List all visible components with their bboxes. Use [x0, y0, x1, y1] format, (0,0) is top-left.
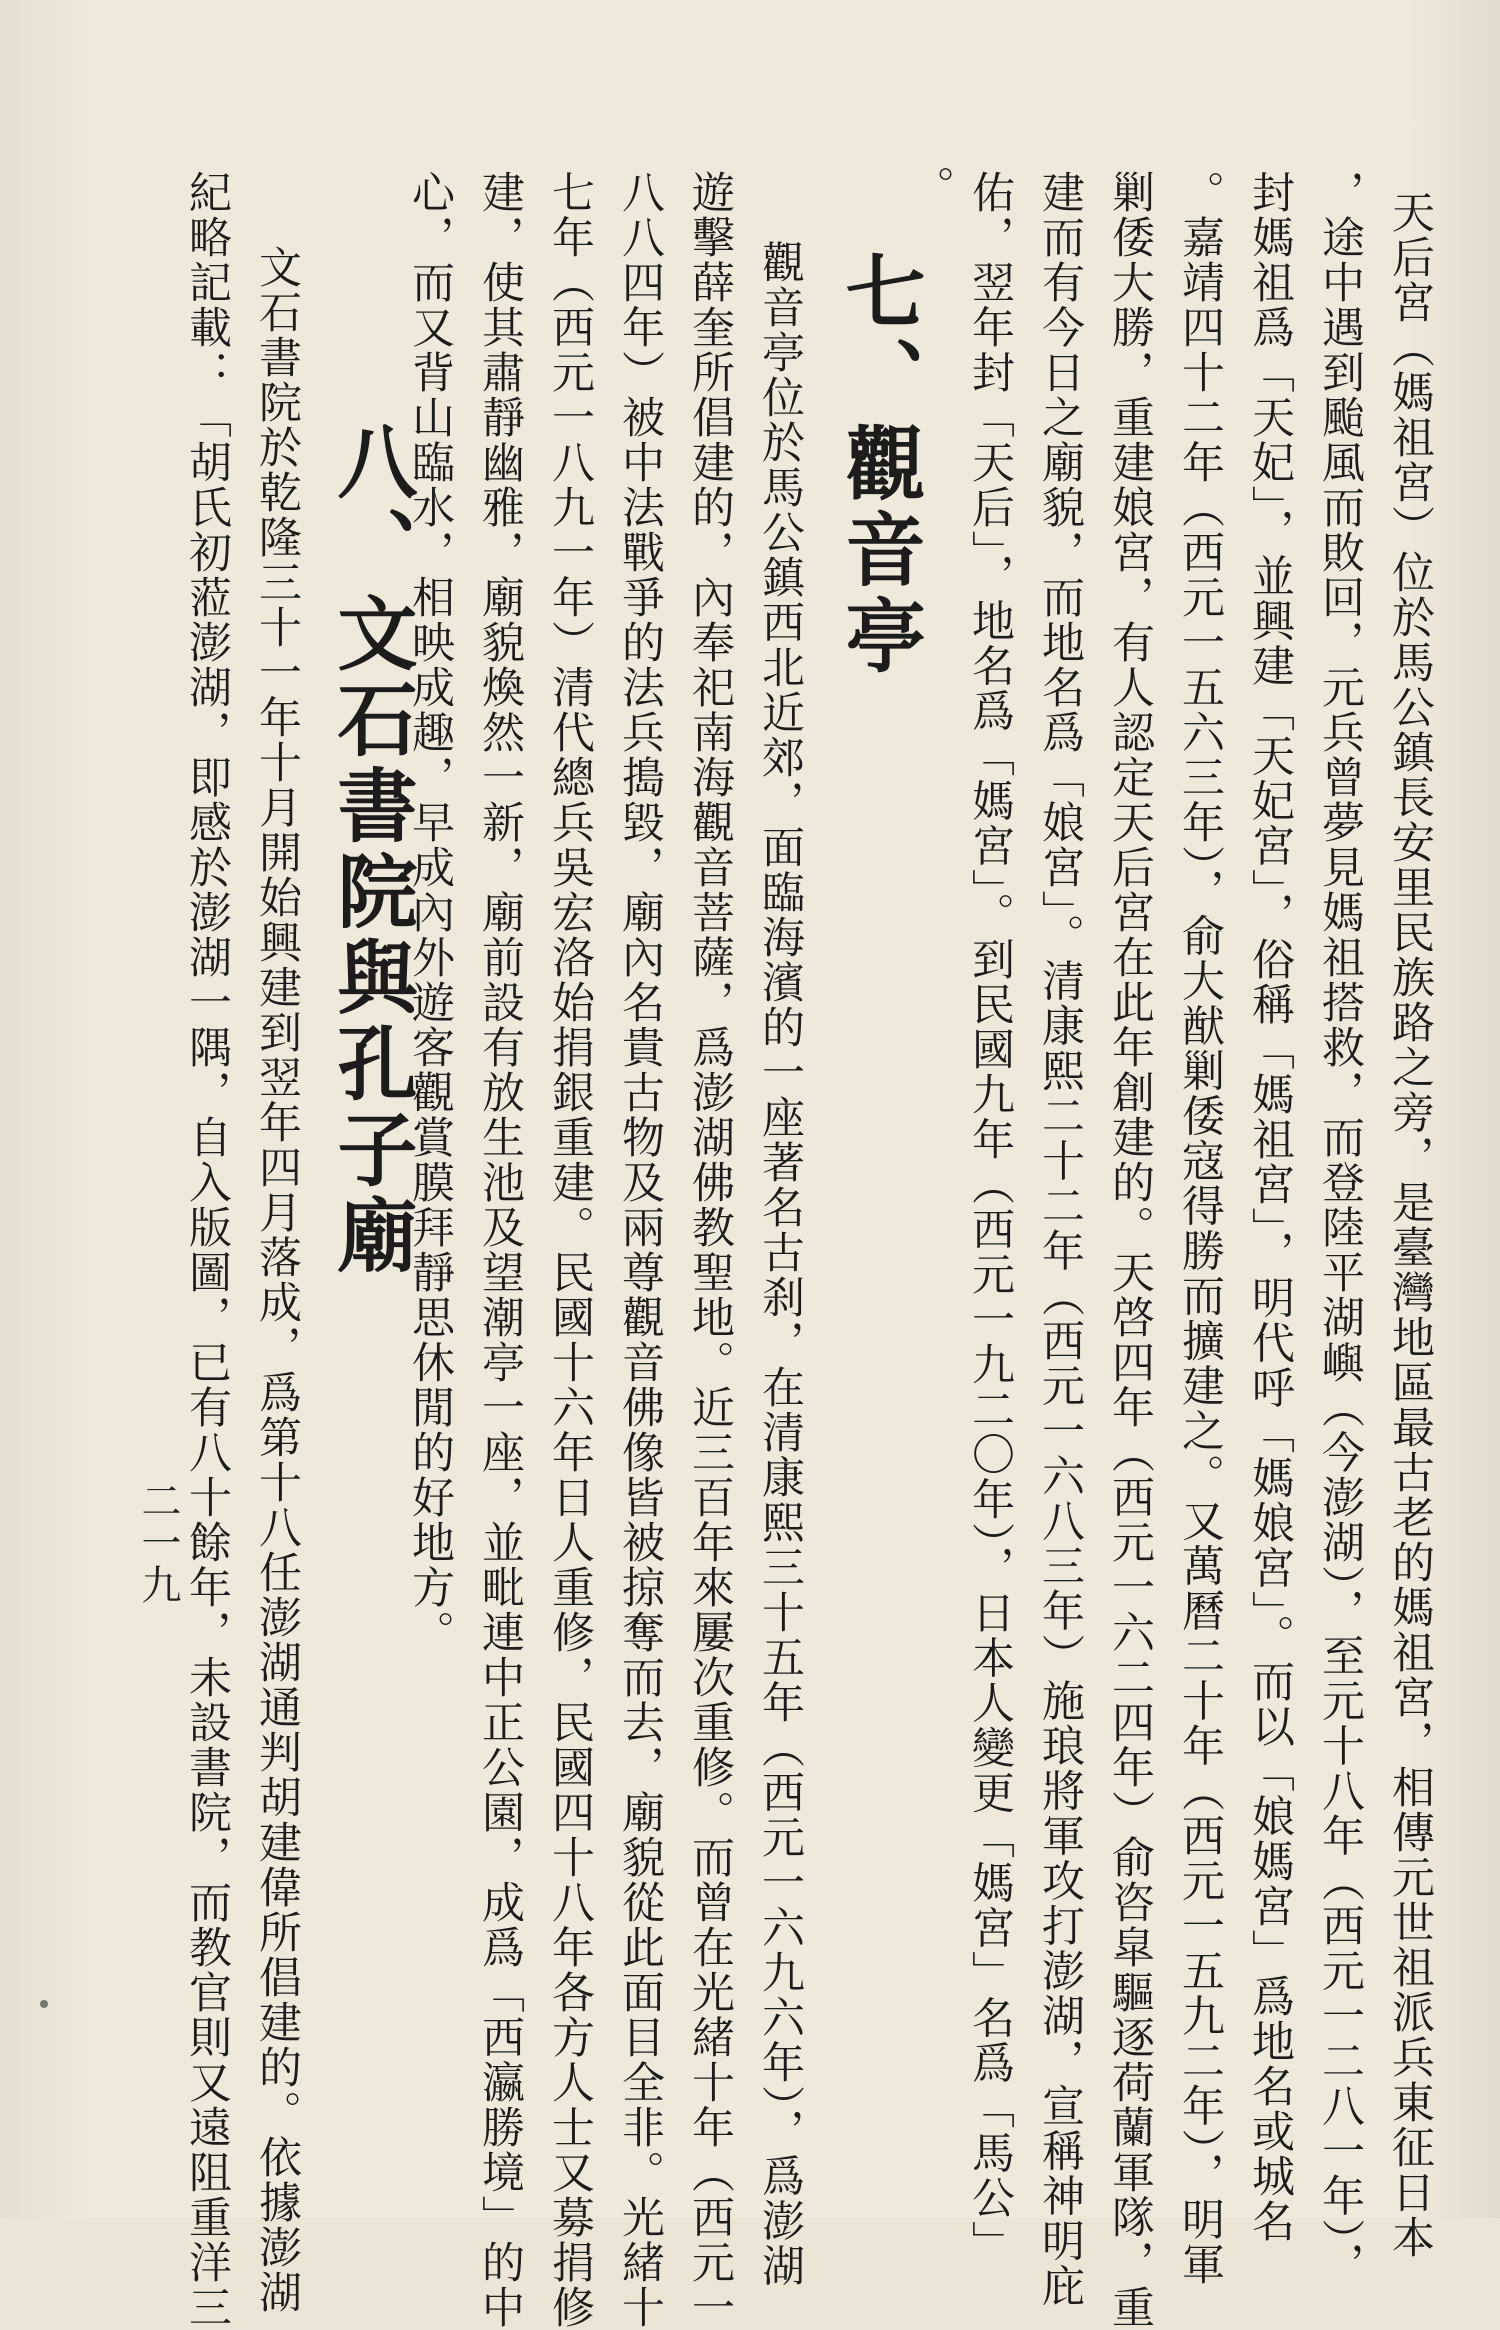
guanyin-line-5: 建，使其肅靜幽雅，廟貌煥然一新，廟前設有放生池及望潮亭一座，並毗連中正公園，成爲「西瀛勝境」的中	[475, 170, 525, 2330]
temple-line-8: 。	[905, 165, 955, 210]
temple-line-3: 封媽祖爲「天妃」，並興建「天妃宮」，俗稱「媽祖宮」，明代呼「媽娘宮」。而以「娘媽宮」爲地名或城名	[1245, 170, 1295, 2244]
guanyin-line-2: 遊擊薛奎所倡建的，內奉祀南海觀音菩薩，爲澎湖佛教聖地。近三百年來屢次重修。而曾在光緒十年（西元一	[685, 170, 735, 2330]
guanyin-line-6: 心，而又背山臨水，相映成趣，早成內外遊客觀賞膜拜靜思休閒的好地方。	[405, 170, 455, 1655]
guanyin-line-4: 七年（西元一八九一年）清代總兵吳宏洛始捐銀重建。民國十六年日人重修，民國四十八年各方人士又募捐修	[545, 170, 595, 2330]
temple-line-1: 天后宮（媽祖宮）位於馬公鎮長安里民族路之旁，是臺灣地區最古老的媽祖宮，相傳元世祖派兵東征日本	[1385, 190, 1435, 2260]
temple-line-2: ，途中遇到颱風而敗回，元兵曾夢見媽祖搭救，而登陸平湖嶼（今澎湖），至元十八年（西元一二八一年），	[1315, 170, 1365, 2287]
guanyin-line-3: 八八四年）被中法戰爭的法兵搗毀，廟內名貴古物及兩尊觀音佛像皆被掠奪而去，廟貌從此面目全非。光緒十	[615, 170, 665, 2330]
academy-line-1: 文石書院於乾隆三十一年十月開始興建到翌年四月落成，爲第十八任澎湖通判胡建偉所倡建的。依據澎湖	[252, 245, 302, 2315]
guanyin-heading: 七、觀音亭	[832, 250, 925, 680]
academy-line-2: 紀略記載：「胡氏初蒞澎湖，即感於澎湖一隅，自入版圖，已有八十餘年，未設書院，而教官則又遠阻重洋三	[182, 170, 232, 2330]
paper-speck	[40, 2000, 48, 2008]
academy-heading: 八、文石書院與孔子廟	[324, 420, 417, 1280]
temple-line-5: 剿倭大勝，重建娘宮，有人認定天后宮在此年創建的。天啓四年（西元一六二四年）俞咨皐驅逐荷蘭軍隊，重	[1105, 170, 1155, 2330]
temple-line-7: 佑，翌年封「天后」，地名爲「媽宮」。到民國九年（西元一九二〇年），日本人變更「媽宮」名爲「馬公」	[965, 170, 1015, 2266]
guanyin-line-1: 觀音亭位於馬公鎮西北近郊，面臨海濱的一座著名古刹，在清康熙三十五年（西元一六九六年），爲澎湖	[755, 240, 805, 2289]
temple-line-4: 。嘉靖四十二年（西元一五六三年），俞大猷剿倭寇得勝而擴建之。又萬曆二十年（西元一五九二年），明軍	[1175, 170, 1225, 2287]
page-number: 二一九	[135, 1480, 181, 1606]
temple-line-6: 建而有今日之廟貌，而地名爲「娘宮」。清康熙二十二年（西元一六八三年）施琅將軍攻打澎湖，宣稱神明庇	[1035, 170, 1085, 2309]
